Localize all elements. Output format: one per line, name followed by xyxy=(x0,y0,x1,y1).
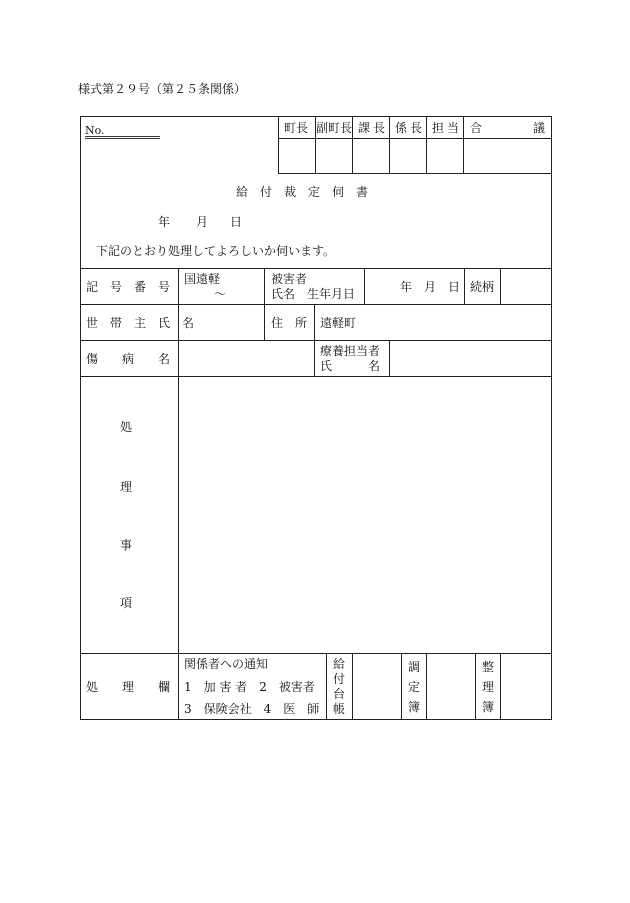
approval-deputy-mayor: 副町長 xyxy=(316,121,353,135)
matter-char-2: 理 xyxy=(120,480,133,494)
relation-label: 続柄 xyxy=(470,280,495,294)
row1-divider-a xyxy=(264,268,265,340)
ledger1-char-4: 帳 xyxy=(333,702,346,716)
request-text: 下記のとおり処理してよろしいか伺います。 xyxy=(96,244,336,258)
approval-joint-1: 合 xyxy=(470,121,483,135)
approval-divider-4 xyxy=(426,116,427,174)
approval-divider-2 xyxy=(352,116,353,174)
illness-label: 傷 病 名 xyxy=(86,352,171,366)
label-column-divider xyxy=(178,268,179,720)
bottom-divider-4 xyxy=(426,653,427,720)
ledger3-char-1: 整 xyxy=(482,660,495,674)
row-line-3 xyxy=(80,340,552,341)
row3-divider-b xyxy=(389,340,390,376)
approval-section-chief: 課長 xyxy=(358,121,389,135)
ledger3-char-3: 簿 xyxy=(482,700,495,714)
bottom-divider-1 xyxy=(326,653,327,720)
document-title: 給 付 裁 定 伺 書 xyxy=(236,185,369,199)
date-month: 月 xyxy=(196,215,209,229)
address-label: 住 所 xyxy=(271,316,308,330)
matter-char-1: 処 xyxy=(120,420,133,434)
kigo-bango-value: 国遠軽 xyxy=(184,272,221,286)
approval-header-line xyxy=(278,138,552,139)
approval-divider-5 xyxy=(463,116,464,174)
kigo-bango-label: 記 号 番 号 xyxy=(86,280,171,294)
care-provider-label-1: 療養担当者 xyxy=(320,344,381,358)
date-day: 日 xyxy=(230,215,243,229)
approval-mayor: 町長 xyxy=(284,121,309,135)
row-line-4 xyxy=(80,376,552,377)
row3-divider-a xyxy=(314,340,315,376)
ledger2-char-1: 調 xyxy=(408,660,421,674)
approval-joint-2: 議 xyxy=(533,121,546,135)
no-label: No. xyxy=(85,124,105,137)
row1-divider-c xyxy=(464,268,465,304)
ledger1-char-1: 給 xyxy=(333,657,346,671)
household-head-label: 世 帯 主 氏 名 xyxy=(86,316,195,330)
date-year: 年 xyxy=(158,215,171,229)
form-frame xyxy=(80,116,552,720)
no-underline xyxy=(85,136,160,139)
bottom-divider-6 xyxy=(500,653,501,720)
ledger2-char-2: 定 xyxy=(408,680,421,694)
form-number: 様式第２９号（第２５条関係） xyxy=(78,82,247,96)
row2-divider xyxy=(314,304,315,340)
row-line-5 xyxy=(80,653,552,654)
approval-bottom-line xyxy=(278,173,552,174)
bottom-divider-5 xyxy=(475,653,476,720)
row1-divider-d xyxy=(500,268,501,304)
matter-char-4: 項 xyxy=(120,596,133,610)
victim-birthdate: 年 月 日 xyxy=(400,280,461,294)
handling-label: 処 理 欄 xyxy=(86,680,171,694)
address-value: 遠軽町 xyxy=(320,316,357,330)
bottom-divider-3 xyxy=(401,653,402,720)
notice-line-1: 1 加 害 者 2 被害者 xyxy=(184,680,315,694)
approval-border-left xyxy=(278,116,279,174)
ledger1-char-2: 付 xyxy=(333,672,346,686)
ledger2-char-3: 簿 xyxy=(408,700,421,714)
row-line-1 xyxy=(80,268,552,269)
notice-title: 関係者への通知 xyxy=(184,657,269,671)
kigo-bango-tilde: ～ xyxy=(214,287,227,301)
victim-label-2: 氏名 生年月日 xyxy=(271,287,356,301)
notice-line-2: 3 保険会社 4 医 師 xyxy=(184,702,320,716)
approval-unit-chief: 係長 xyxy=(395,121,426,135)
approval-staff: 担当 xyxy=(432,121,463,135)
row1-divider-b xyxy=(364,268,365,304)
approval-divider-3 xyxy=(389,116,390,174)
bottom-divider-2 xyxy=(352,653,353,720)
ledger3-char-2: 理 xyxy=(482,680,495,694)
matter-char-3: 事 xyxy=(120,538,133,552)
row-line-2 xyxy=(80,304,552,305)
victim-label-1: 被害者 xyxy=(271,272,308,286)
ledger1-char-3: 台 xyxy=(333,687,346,701)
care-provider-label-2: 氏 名 xyxy=(320,359,381,373)
